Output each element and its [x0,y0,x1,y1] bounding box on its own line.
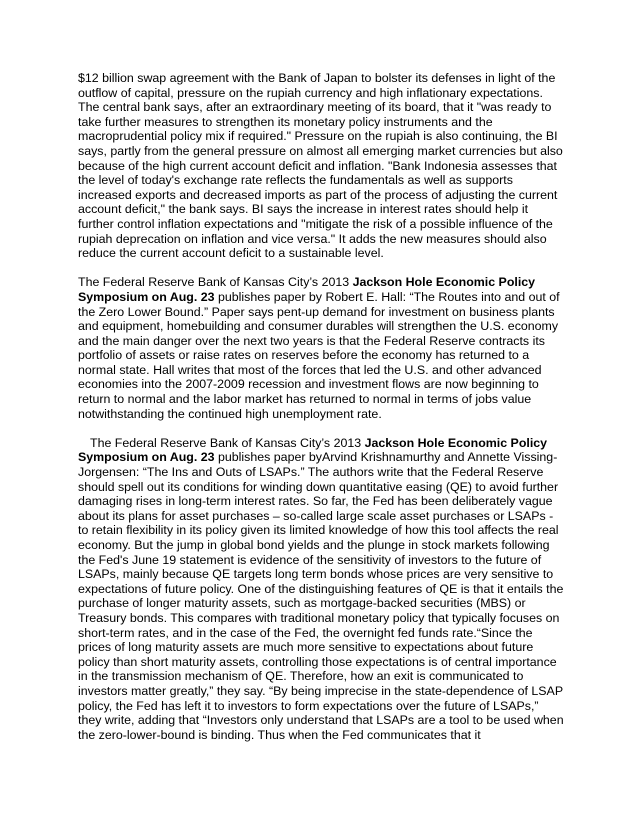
paragraph-hall-paper [78,275,565,421]
document-page [78,71,565,742]
paragraph-lsap-paper [78,436,565,742]
paragraph-indonesia-swap: $12 billion swap agreement with the Bank of Japan to bolster its defenses in light of the outflow of capital, pressure on the rupiah currency and high inflationary expectations. The central bank says, after an extraordinary meeting of its board, that it "was ready to take further measures to strengthen its monetary policy instruments and the macroprudential policy mix if required." Pressure on the rupiah is also continuing, the BI says, partly from the general pressure on almost all emerging market currencies but also because of the high current account deficit and inflation. "Bank Indonesia assesses that the level of today's exchange rate reflects the fundamentals as well as supports increased exports and decreased imports as part of the process of adjusting the current account deficit," the bank says. BI says the increase in interest rates should help it further control inflation expectations and "mitigate the risk of a possible influence of the rupiah deprecation on inflation and vice versa." It adds the new measures should also reduce the current account deficit to a sustainable level. [78,71,563,261]
paragraph-lsap-intro: The Federal Reserve Bank of Kansas City’s 2013 [90,435,365,450]
paragraph-hall-body: publishes paper by Robert E. Hall: “The Routes into and out of the Zero Lower Bound.” Paper says pent-up demand for investment on business plants and equipment, homebuilding and consumer durables will strengthen the U.S. economy and the main danger over the next two years is that the Federal Reserve contracts its portfolio of assets or raise rates on reserves before the economy has returned to a normal state. Hall writes that most of the forces that led the U.S. and other advanced economies into the 2007-2009 recession and investment flows are now beginning to return to normal and the labor market has returned to normal in terms of jobs value notwithstanding the continued high unemployment rate. [78,289,560,421]
paragraph-spacer [78,261,565,276]
paragraph-hall-event: Jackson Hole Economic Policy Symposium on Aug. 23 [78,275,536,304]
paragraph-lsap-event: Jackson Hole Economic Policy Symposium on Aug. 23 [78,435,548,465]
paragraph-spacer [78,421,565,436]
paragraph-hall-intro: The Federal Reserve Bank of Kansas City’s 2013 [78,275,353,290]
paragraph-lsap-body: publishes paper byArvind Krishnamurthy and Annette Vissing-Jorgensen: “The Ins and Outs of LSAPs.” The authors write that the Federal Reserve should spell out its conditions for winding down quantitative easing (QE) to avoid further damaging rises in long-term interest rates. So far, the Fed has been deliberately vague about its plans for asset purchases – so-called large scale asset purchases or LSAPs - to retain flexibility in its policy given its limited knowledge of how this tool affects the real economy. But the jump in global bond yields and the plunge in stock markets following the Fed's June 19 statement is evidence of the sensitivity of investors to the future of LSAPs, mainly because QE targets long term bonds whose prices are very sensitive to expectations of future policy. One of the distinguishing features of QE is that it entails the purchase of longer maturity assets, such as mortgage-backed securities (MBS) or Treasury bonds. This compares with traditional monetary policy that typically focuses on short-term rates, and in the case of the Fed, the overnight fed funds rate.“Since the prices of long maturity assets are much more sensitive to expectations about future policy than short maturity assets, controlling those expectations is of central importance in the transmission mechanism of QE. Therefore, how an exit is communicated to investors matter greatly,” they say. “By being imprecise in the state-dependence of LSAP policy, the Fed has left it to investors to form expectations over the future of LSAPs,” they write, adding that “Investors only understand that LSAPs are a tool to be used when the zero-lower-bound is binding. Thus when the Fed communicates that it [78,450,564,742]
